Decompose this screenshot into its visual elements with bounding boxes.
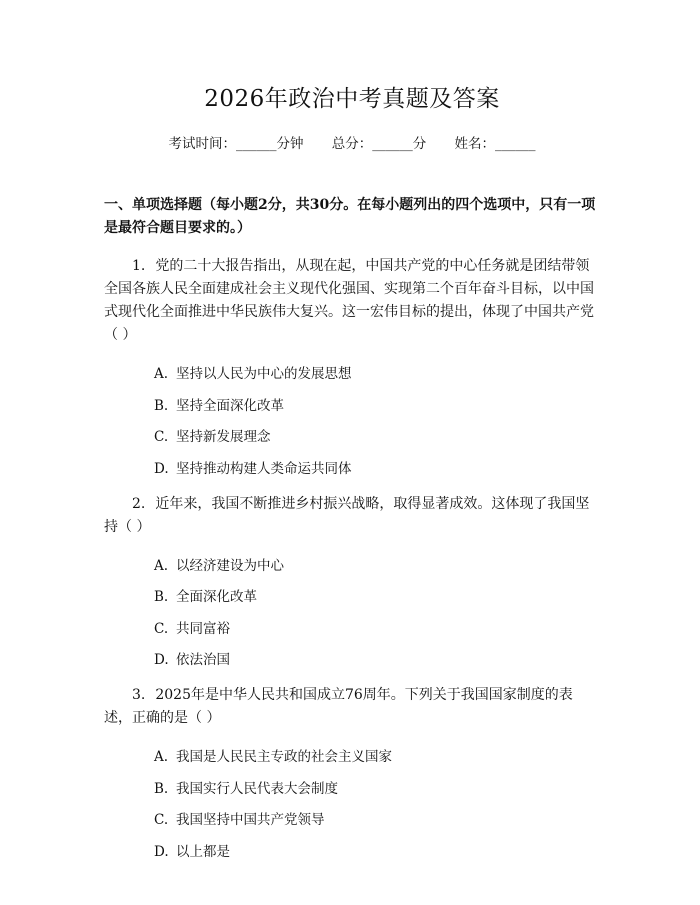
question-1 bbox=[104, 255, 600, 479]
exam-meta bbox=[104, 134, 600, 154]
question-number: 3. bbox=[132, 687, 146, 703]
question-text: 近年来，我国不断推进乡村振兴战略，取得显著成效。这体现了我国坚持（ ） bbox=[104, 495, 590, 535]
option-d[interactable] bbox=[154, 842, 600, 862]
option-letter: D. bbox=[154, 652, 169, 668]
option-text: 我国是人民民主专政的社会主义国家 bbox=[176, 749, 392, 765]
question-number: 1. bbox=[132, 258, 146, 274]
option-letter: B. bbox=[154, 397, 169, 414]
option-a[interactable] bbox=[154, 364, 600, 384]
option-letter: A. bbox=[154, 749, 169, 765]
total-score-field: 总分：______分 bbox=[331, 136, 427, 152]
option-c[interactable] bbox=[154, 619, 600, 639]
option-text: 共同富裕 bbox=[176, 620, 230, 637]
option-a[interactable] bbox=[154, 556, 600, 576]
option-letter: D. bbox=[154, 460, 169, 477]
option-c[interactable] bbox=[154, 810, 600, 830]
option-text: 我国坚持中国共产党领导 bbox=[176, 812, 325, 828]
question-stem bbox=[104, 493, 600, 539]
section-heading: 一、单项选择题（每小题2分，共30分。在每小题列出的四个选项中，只有一项是最符合题目要求的。） bbox=[104, 197, 596, 236]
option-c[interactable] bbox=[154, 427, 600, 447]
option-text: 全面深化改革 bbox=[176, 589, 257, 605]
option-letter: C. bbox=[154, 620, 169, 637]
exam-time-field: 考试时间：______分钟 bbox=[168, 136, 304, 152]
question-stem bbox=[104, 684, 600, 730]
option-b[interactable] bbox=[154, 779, 600, 799]
question-stem bbox=[104, 255, 600, 347]
option-letter: A. bbox=[154, 557, 169, 574]
option-b[interactable] bbox=[154, 396, 600, 416]
question-text: 党的二十大报告指出，从现在起，中国共产党的中心任务就是团结带领全国各族人民全面建成社会主义现代化强国、实现第二个百年奋斗目标，以中国式现代化全面推进中华民族伟大复兴。这一宏伟目标的提出，体现了中国共产党（ ） bbox=[104, 258, 594, 343]
option-text: 坚持新发展理念 bbox=[176, 429, 271, 445]
option-letter: C. bbox=[154, 812, 169, 828]
option-letter: B. bbox=[154, 589, 169, 605]
option-list bbox=[104, 364, 600, 479]
option-text: 以经济建设为中心 bbox=[176, 557, 284, 574]
option-text: 依法治国 bbox=[176, 652, 230, 668]
student-name-field: 姓名：______ bbox=[454, 136, 536, 152]
page-title: 2026年政治中考真题及答案 bbox=[204, 86, 500, 112]
question-text: 2025年是中华人民共和国成立76周年。下列关于我国国家制度的表述，正确的是（ ） bbox=[104, 687, 573, 726]
option-letter: B. bbox=[154, 780, 169, 797]
option-list bbox=[104, 747, 600, 862]
option-list bbox=[104, 556, 600, 671]
option-d[interactable] bbox=[154, 650, 600, 670]
option-letter: D. bbox=[154, 843, 169, 860]
option-text: 我国实行人民代表大会制度 bbox=[176, 780, 338, 797]
option-letter: C. bbox=[154, 429, 169, 445]
question-number: 2. bbox=[132, 495, 146, 512]
option-text: 坚持推动构建人类命运共同体 bbox=[176, 460, 352, 477]
option-letter: A. bbox=[154, 366, 169, 382]
option-a[interactable] bbox=[154, 747, 600, 767]
option-text: 以上都是 bbox=[176, 843, 230, 860]
option-text: 坚持以人民为中心的发展思想 bbox=[176, 366, 352, 382]
question-3 bbox=[104, 684, 600, 862]
option-b[interactable] bbox=[154, 587, 600, 607]
option-text: 坚持全面深化改革 bbox=[176, 397, 284, 414]
question-2 bbox=[104, 493, 600, 671]
option-d[interactable] bbox=[154, 459, 600, 479]
